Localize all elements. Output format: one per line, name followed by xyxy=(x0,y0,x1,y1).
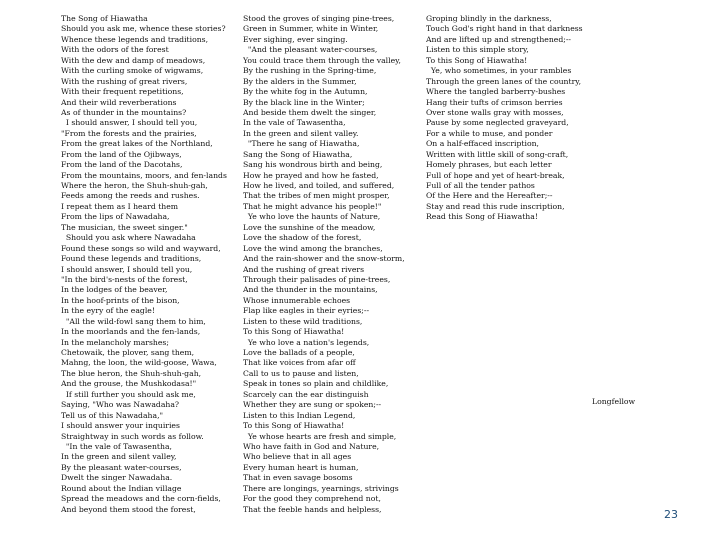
poem-column-1 xyxy=(61,14,237,515)
poem-line: Found these legends and traditions, xyxy=(61,254,202,264)
poem-line: And their wild reverberations xyxy=(61,97,177,107)
poem-line: I repeat them as I heard them xyxy=(61,201,179,211)
poem-line: Mahng, the loon, the wild-goose, Wawa, xyxy=(61,358,217,368)
poem-line: With the rushing of great rivers, xyxy=(61,76,188,86)
poem-line: With the odors of the forest xyxy=(61,45,169,55)
poem-line: And the rushing of great rivers xyxy=(243,264,365,274)
poem-line: From the mountains, moors, and fen-lands xyxy=(61,170,227,180)
poem-line: Found these songs so wild and wayward, xyxy=(61,243,221,253)
poem-line: The blue heron, the Shuh-shuh-gah, xyxy=(61,368,202,378)
poem-line: Flap like eagles in their eyries;-- xyxy=(243,306,370,316)
poem-line: And the grouse, the Mushkodasa!" xyxy=(61,379,197,389)
poem-line: Love the wind among the branches, xyxy=(243,243,383,253)
poem-line: By the pleasant water-courses, xyxy=(61,462,182,472)
poem-line: How he prayed and how he fasted, xyxy=(243,170,379,180)
poem-line: By the alders in the Summer, xyxy=(243,76,357,86)
poem-line: That the feeble hands and helpless, xyxy=(243,504,382,514)
poem-line: From the land of the Dacotahs, xyxy=(61,160,183,170)
poem-line: Straightway in such words as follow. xyxy=(61,431,204,441)
poem-line: That the tribes of men might prosper, xyxy=(243,191,390,201)
poem-line: Full of all the tender pathos xyxy=(426,181,535,190)
page-number: 23 xyxy=(664,508,678,521)
poem-line: Spread the meadows and the corn-fields, xyxy=(61,494,221,504)
poem-line: Written with little skill of song-craft, xyxy=(426,149,569,159)
poem-line: "From the forests and the prairies, xyxy=(61,128,197,138)
poem-line: Sang the Song of Hiawatha, xyxy=(243,149,353,159)
poem-line: In the moorlands and the fen-lands, xyxy=(61,327,201,337)
poem-line: From the lips of Nawadaha, xyxy=(61,212,170,222)
poem-line: With the curling smoke of wigwams, xyxy=(61,66,204,76)
poem-line: Where the heron, the Shuh-shuh-gah, xyxy=(61,181,208,190)
poem-line: To this Song of Hiawatha! xyxy=(243,327,345,337)
poem-line: And beside them dwelt the singer, xyxy=(243,107,377,117)
poem-line: Full of hope and yet of heart-break, xyxy=(426,170,565,180)
poem-line: In the lodges of the beaver, xyxy=(61,285,168,295)
poem-line: How he lived, and toiled, and suffered, xyxy=(243,181,395,190)
poem-line: In the eyry of the eagle! xyxy=(61,306,155,316)
poem-line: From the great lakes of the Northland, xyxy=(61,139,213,149)
poem-line: In the green and silent valley, xyxy=(61,452,177,462)
poem-line: Pause by some neglected graveyard, xyxy=(426,118,569,128)
poem-line: Where the tangled barberry-bushes xyxy=(426,87,566,97)
poem-line: Who have faith in God and Nature, xyxy=(243,441,380,451)
poem-line: Love the ballads of a people, xyxy=(243,348,355,357)
poem-line: Listen to these wild traditions, xyxy=(243,316,363,326)
poem-line: Call to us to pause and listen, xyxy=(243,368,359,378)
poem-line: Of the Here and the Hereafter;-- xyxy=(426,191,553,201)
poem-line: Saying, "Who was Nawadaha? xyxy=(61,400,180,410)
poem-line: Whose innumerable echoes xyxy=(243,295,351,305)
poem-line: Whence these legends and traditions, xyxy=(61,34,209,44)
poem-line: I should answer, I should tell you, xyxy=(61,264,193,274)
poem-line: By the white fog in the Autumn, xyxy=(243,87,368,97)
poem-line: For the good they comprehend not, xyxy=(243,494,381,504)
poem-line: Groping blindly in the darkness, xyxy=(426,14,552,23)
poem-line: Dwelt the singer Nawadaha. xyxy=(61,473,173,483)
poem-line: Ye who love the haunts of Nature, xyxy=(243,212,381,222)
poem-line: "All the wild-fowl sang them to him, xyxy=(61,316,206,326)
poem-line: The musician, the sweet singer." xyxy=(61,222,188,232)
poem-line: Speak in tones so plain and childlike, xyxy=(243,379,389,389)
poem-line: And the rain-shower and the snow-storm, xyxy=(243,254,405,264)
poem-line: Should you ask me, whence these stories? xyxy=(61,24,226,34)
poem-line: Over stone walls gray with mosses, xyxy=(426,107,564,117)
poem-line: I should answer your inquiries xyxy=(61,421,180,431)
poem-title: The Song of Hiawatha xyxy=(61,14,148,23)
poem-line: Round about the Indian village xyxy=(61,483,182,493)
poem-line: I should answer, I should tell you, xyxy=(61,118,198,128)
poem-line: That he might advance his people!" xyxy=(243,201,382,211)
poem-line: Touch God's right hand in that darkness xyxy=(426,24,583,34)
poem-line: And are lifted up and strengthened;-- xyxy=(426,34,572,44)
poem-line: Listen to this simple story, xyxy=(426,45,529,55)
poem-line: Green in Summer, white in Winter, xyxy=(243,24,379,34)
poem-line: "In the vale of Tawasentha, xyxy=(61,441,172,451)
poem-line: Ever sighing, ever singing. xyxy=(243,34,348,44)
poem-line: For a while to muse, and ponder xyxy=(426,128,553,138)
poem-line: Scarcely can the ear distinguish xyxy=(243,389,369,399)
poem-line: If still further you should ask me, xyxy=(61,389,196,399)
poem-line: Ye who love a nation's legends, xyxy=(243,337,370,347)
poem-line: Tell us of this Nawadaha," xyxy=(61,410,164,420)
poem-line: To this Song of Hiawatha! xyxy=(426,55,528,65)
poem-line: Hang their tufts of crimson berries xyxy=(426,97,563,107)
poem-line: Ye, who sometimes, in your rambles xyxy=(426,66,572,76)
poem-line: Stood the groves of singing pine-trees, xyxy=(243,14,395,23)
poem-line: And the thunder in the mountains, xyxy=(243,285,378,295)
poem-line: Who believe that in all ages xyxy=(243,452,352,462)
poem-line: With their frequent repetitions, xyxy=(61,87,184,97)
poem-column-2 xyxy=(243,14,419,515)
poem-line: That like voices from afar off xyxy=(243,358,356,368)
poem-line: To this Song of Hiawatha! xyxy=(243,421,345,431)
poem-line: As of thunder in the mountains? xyxy=(61,107,187,117)
poem-line: Sang his wondrous birth and being, xyxy=(243,160,383,170)
poem-line: From the land of the Ojibways, xyxy=(61,149,182,159)
poem-line: Ye whose hearts are fresh and simple, xyxy=(243,431,397,441)
poem-line: Love the sunshine of the meadow, xyxy=(243,222,376,232)
poem-line: On a half-effaced inscription, xyxy=(426,139,539,149)
poem-line: Through the green lanes of the country, xyxy=(426,76,582,86)
poem-line: In the vale of Tawasentha, xyxy=(243,118,346,128)
poem-line: Stay and read this rude inscription, xyxy=(426,201,565,211)
poem-line: In the green and silent valley. xyxy=(243,128,359,138)
poem-line: Homely phrases, but each letter xyxy=(426,160,552,170)
poem-line: Through their palisades of pine-trees, xyxy=(243,274,391,284)
poem-line: Love the shadow of the forest, xyxy=(243,233,362,243)
poem-line: "And the pleasant water-courses, xyxy=(243,45,378,55)
poem-line: In the melancholy marshes; xyxy=(61,337,169,347)
poem-line: And beyond them stood the forest, xyxy=(61,504,196,514)
poem-line: Chetowaik, the plover, sang them, xyxy=(61,348,195,357)
author-attribution: Longfellow xyxy=(592,397,636,406)
poem-line: There are longings, yearnings, strivings xyxy=(243,483,399,493)
poem-line: By the black line in the Winter; xyxy=(243,97,365,107)
poem-column-3 xyxy=(426,14,626,223)
poem-line: That in even savage bosoms xyxy=(243,473,353,483)
poem-line: "There he sang of Hiawatha, xyxy=(243,139,360,149)
poem-line: By the rushing in the Spring-time, xyxy=(243,66,377,76)
poem-line: In the hoof-prints of the bison, xyxy=(61,295,180,305)
poem-line: "In the bird's-nests of the forest, xyxy=(61,274,188,284)
poem-line: Listen to this Indian Legend, xyxy=(243,410,356,420)
poem-line: Feeds among the reeds and rushes. xyxy=(61,191,200,201)
poem-line: Whether they are sung or spoken;-- xyxy=(243,400,382,410)
poem-line: Should you ask where Nawadaha xyxy=(61,233,196,243)
poem-line: Every human heart is human, xyxy=(243,462,359,472)
poem-line: You could trace them through the valley, xyxy=(243,55,401,65)
poem-line: Read this Song of Hiawatha! xyxy=(426,212,538,222)
poem-line: With the dew and damp of meadows, xyxy=(61,55,206,65)
